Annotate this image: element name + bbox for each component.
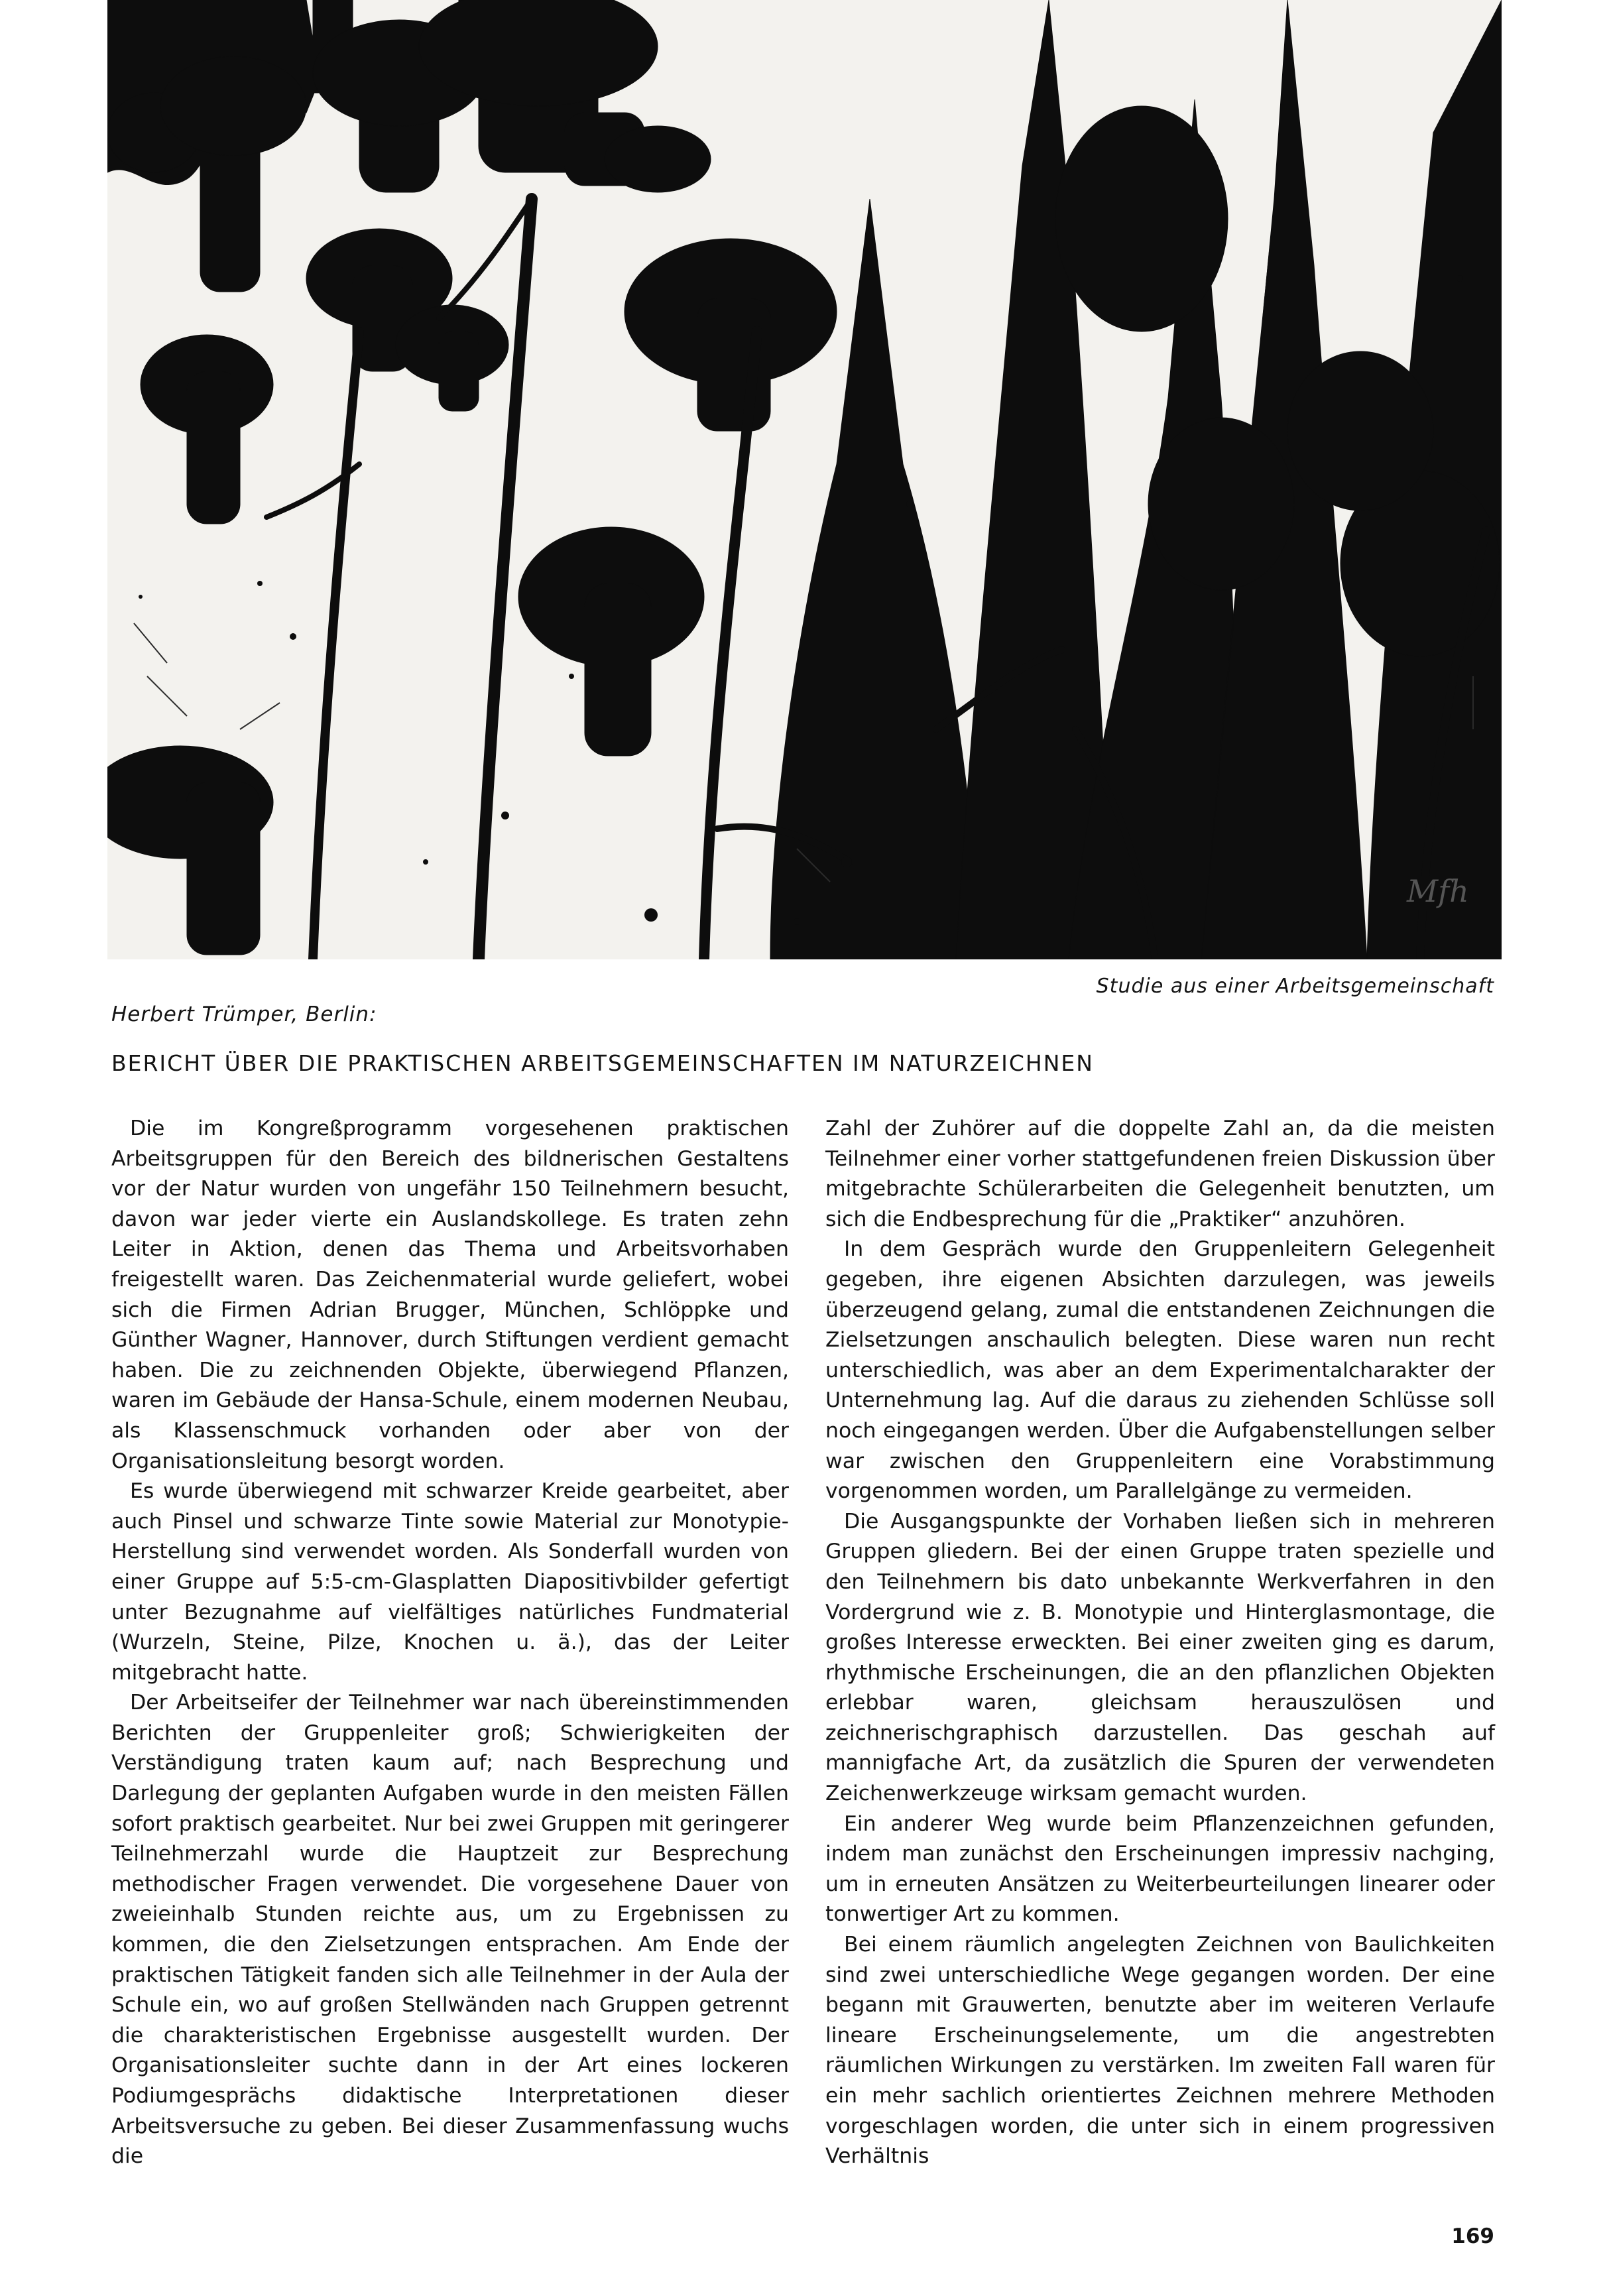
paragraph: Es wurde überwiegend mit schwarzer Kreide gearbeitet, aber auch Pinsel und schwarze Tinte sowie Material zur Monotypie-Herstellung sind verwendet worden. Als Sonderfall wurden von einer Gruppe auf 5:5-cm-Glasplatten Diapositivbilder gefertigt unter Bezugnahme auf vielfältiges natürliches Fundmaterial (Wurzeln, Steine, Pilze, Knochen u. ä.), das der Leiter mitgebracht hatte. bbox=[111, 1479, 789, 1685]
paragraph: Der Arbeitseifer der Teilnehmer war nach übereinstimmenden Berichten der Gruppenleiter groß; Schwierigkeiten der Verständigung traten kaum auf; nach Besprechung und Darlegung der geplanten Aufgaben wurde in den meisten Fällen sofort praktisch gearbeitet. Nur bei zwei Gruppen mit geringerer Teilnehmerzahl wurde die Hauptzeit zur Besprechung methodischer Fragen verwendet. Die vorgesehene Dauer von zweieinhalb Stunden reichte aus, um zu Ergebnissen zu kommen, die den Zielsetzungen entsprachen. Am Ende der praktischen Tätigkeit fanden sich alle Teilnehmer in der Aula der Schule ein, wo auf großen Stellwänden nach Gruppen getrennt die charakteristischen Ergebnisse ausgestellt wurden. Der Organisationsleiter suchte dann in der Art eines lockeren Podiumgesprächs didaktische Interpretationen dieser Arbeitsversuche zu geben. Bei dieser Zusammenfassung wuchs die bbox=[111, 1691, 789, 2169]
paragraph: Die im Kongreßprogramm vorgesehenen praktischen Arbeitsgruppen für den Bereich des bildnerischen Gestaltens vor der Natur wurden von ungefähr 150 Teilnehmern besucht, davon war jeder vierte ein Auslandskollege. Es traten zehn Leiter in Aktion, denen das Thema und Arbeitsvorhaben freigestellt waren. Das Zeichenmaterial wurde geliefert, wobei sich die Firmen Adrian Brugger, München, Schlöppke und Günther Wagner, Hannover, durch Stiftungen verdient gemacht haben. Die zu zeichnenden Objekte, überwiegend Pflanzen, waren im Gebäude der Hansa-Schule, einem modernen Neubau, als Klassenschmuck vorhanden oder aber von der Organisationsleitung besorgt worden. bbox=[111, 1117, 789, 1473]
artist-signature: Mfh bbox=[1407, 873, 1469, 909]
paragraph: Bei einem räumlich angelegten Zeichnen von Baulichkeiten sind zwei unterschiedliche Wege gegangen worden. Der eine begann mit Grauwerten, benutzte aber im weiteren Verlaufe lineare Erscheinungselemente, um die angestrebten räumlichen Wirkungen zu verstärken. Im zweiten Fall waren für ein mehr sachlich orientiertes Zeichnen mehrere Methoden vorgeschlagen worden, die unter sich in einem progressiven Verhältnis bbox=[825, 1933, 1495, 2169]
article-title: BERICHT ÜBER DIE PRAKTISCHEN ARBEITSGEMEINSCHAFTEN IM NATURZEICHNEN bbox=[111, 1050, 1094, 1076]
paragraph: Die Ausgangspunkte der Vorhaben ließen sich in mehreren Gruppen gliedern. Bei der einen Gruppe traten spezielle und den Teilnehmern bis dato unbekannte Werkverfahren in den Vordergrund wie z. B. Monotypie und Hinterglasmontage, die großes Interesse erweckten. Bei einer zweiten ging es darum, rhythmische Erscheinungen, die an den pflanzlichen Objekten erlebbar waren, gleichsam herauszulösen und zeichnerischgraphisch darzustellen. Das geschah auf mannigfache Art, da zusätzlich die Spuren der verwendeten Zeichenwerkzeuge wirksam gemacht wurden. bbox=[825, 1509, 1495, 1806]
paragraph-continuation: Zahl der Zuhörer auf die doppelte Zahl an, da die meisten Teilnehmer einer vorher stattgefundenen freien Diskussion über mitgebrachte Schülerarbeiten die Gelegenheit benutzten, um sich die Endbesprechung für die „Praktiker“ anzuhören. bbox=[825, 1117, 1495, 1231]
text-column-right bbox=[825, 1114, 1495, 2172]
ink-drawing-artwork bbox=[107, 0, 1502, 959]
text-column-left bbox=[111, 1114, 789, 2172]
paragraph: Ein anderer Weg wurde beim Pflanzenzeichnen gefunden, indem man zunächst den Erscheinungen impressiv nachging, um in erneuten Ansätzen zu Weiterbeurteilungen linearer oder tonwertiger Art zu kommen. bbox=[825, 1811, 1495, 1927]
article-author: Herbert Trümper, Berlin: bbox=[111, 1002, 377, 1026]
ink-trees-illustration bbox=[107, 0, 1502, 959]
page-number: 169 bbox=[1451, 2224, 1494, 2248]
paragraph: In dem Gespräch wurde den Gruppenleitern Gelegenheit gegeben, ihre eigenen Absichten darzulegen, was jeweils überzeugend gelang, zumal die entstandenen Zeichnungen die Zielsetzungen anschaulich belegten. Diese waren nun recht unterschiedlich, was aber an dem Experimentalcharakter der Unternehmung lag. Auf die daraus zu ziehenden Schlüsse soll noch eingegangen werden. Über die Aufgabenstellungen selber war zwischen den Gruppenleitern eine Vorabstimmung vorgenommen worden, um Parallelgänge zu vermeiden. bbox=[825, 1237, 1495, 1504]
figure-caption: Studie aus einer Arbeitsgemeinschaft bbox=[1096, 975, 1494, 998]
